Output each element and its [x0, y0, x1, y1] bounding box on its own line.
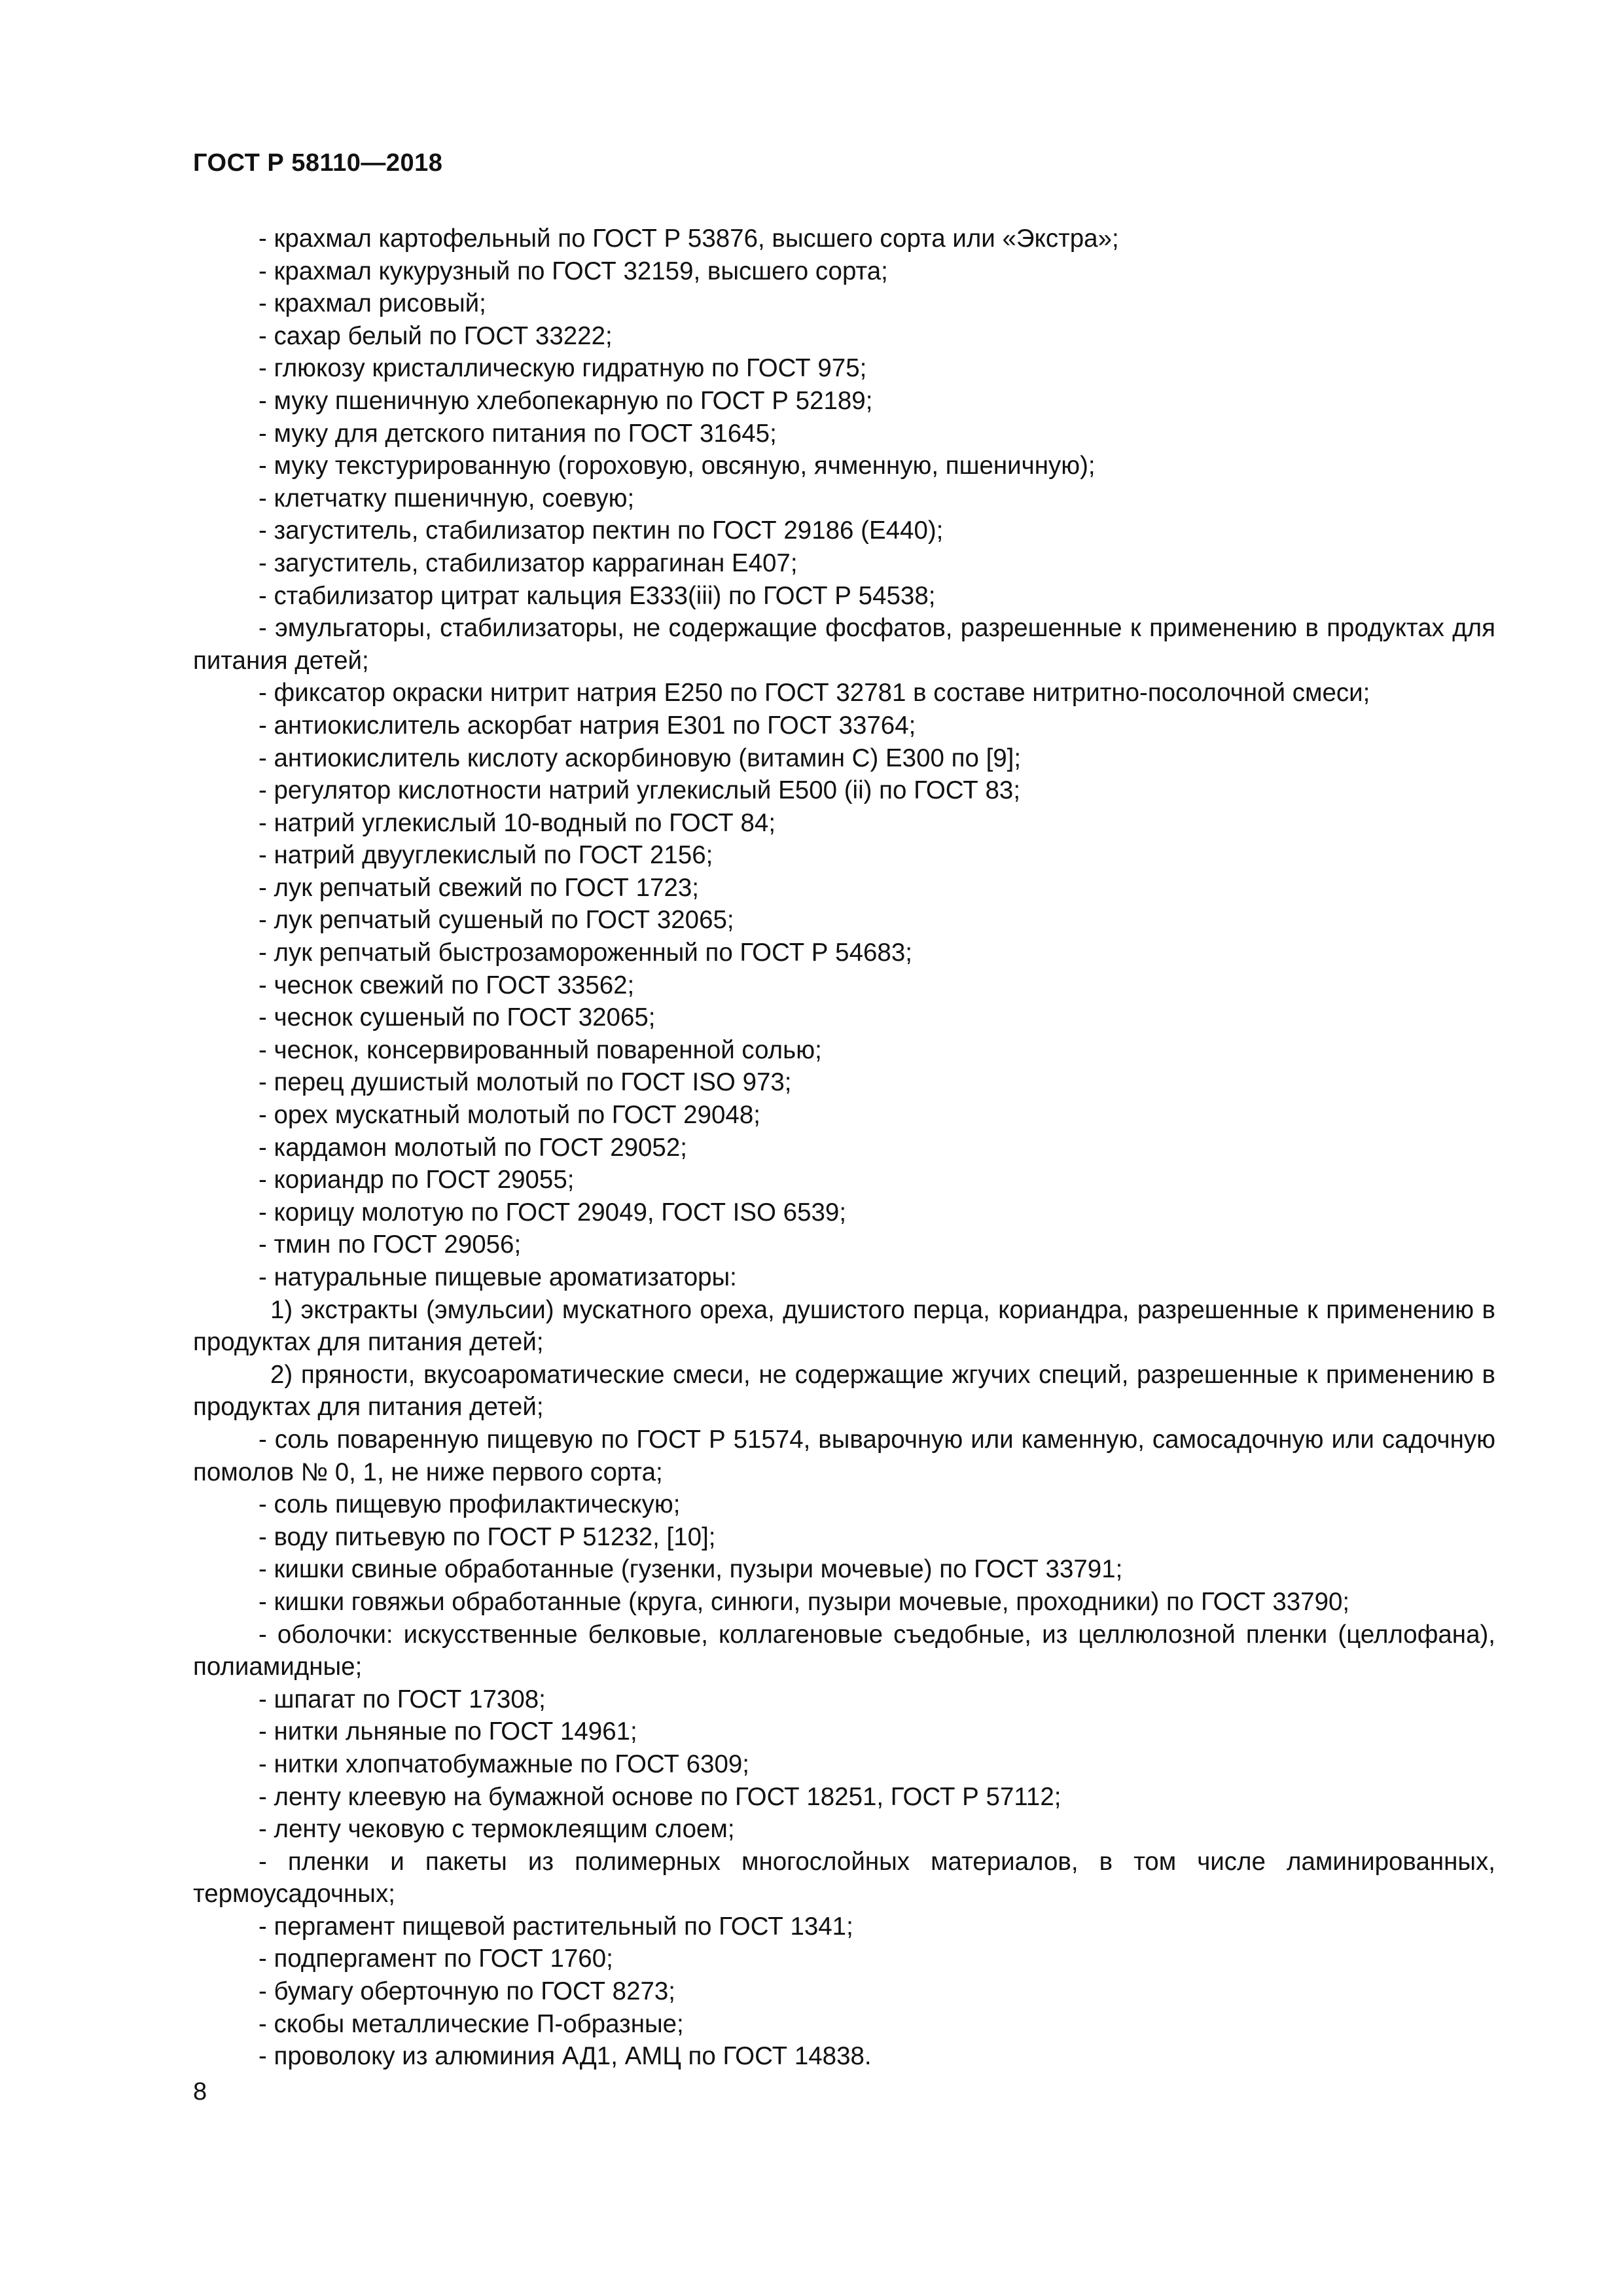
list-item: - фиксатор окраски нитрит натрия Е250 по ГОСТ 32781 в составе нитритно-посолочной смеси; — [259, 679, 1370, 708]
list-item: - перец душистый молотый по ГОСТ ISO 973; — [259, 1068, 792, 1097]
list-item: - кардамон молотый по ГОСТ 29052; — [259, 1133, 687, 1162]
list-item: - загуститель, стабилизатор пектин по ГОСТ 29186 (Е440); — [259, 516, 944, 545]
document-header: ГОСТ Р 58110—2018 — [193, 149, 443, 177]
list-item: - натрий двууглекислый по ГОСТ 2156; — [259, 841, 713, 870]
list-item: - клетчатку пшеничную, соевую; — [259, 484, 635, 512]
list-item: - шпагат по ГОСТ 17308; — [259, 1685, 546, 1713]
list-item: - корицу молотую по ГОСТ 29049, ГОСТ ISO 6539; — [259, 1198, 847, 1227]
list-item: - крахмал рисовый; — [259, 289, 486, 318]
list-item: - ленту чековую с термоклеящим слоем; — [259, 1815, 735, 1844]
list-item: - орех мускатный молотый по ГОСТ 29048; — [259, 1101, 760, 1130]
list-item: - чеснок свежий по ГОСТ 33562; — [259, 971, 635, 999]
list-item: - кориандр по ГОСТ 29055; — [259, 1166, 575, 1194]
list-item: - бумагу оберточную по ГОСТ 8273; — [259, 1977, 675, 2006]
list-item: - стабилизатор цитрат кальция Е333(iii) по ГОСТ Р 54538; — [259, 581, 936, 610]
list-item: - лук репчатый сушеный по ГОСТ 32065; — [259, 906, 734, 935]
list-item: - эмульгаторы, стабилизаторы, не содержащие фосфатов, разрешенные к применению в продуктах для питания детей; — [193, 614, 1495, 675]
list-item: - антиокислитель аскорбат натрия Е301 по ГОСТ 33764; — [259, 711, 916, 740]
list-item: - загуститель, стабилизатор каррагинан Е407; — [259, 548, 798, 577]
list-item: - пленки и пакеты из полимерных многослойных материалов, в том числе ламинированных, термоусадочных; — [193, 1847, 1495, 1909]
list-item: - скобы металлические П-образные; — [259, 2009, 684, 2038]
list-item: - чеснок сушеный по ГОСТ 32065; — [259, 1003, 656, 1032]
list-item: - сахар белый по ГОСТ 33222; — [259, 321, 613, 350]
list-item: - тмин по ГОСТ 29056; — [259, 1230, 522, 1259]
numbered-subitem: 1) экстракты (эмульсии) мускатного ореха, душистого перца, кориандра, разрешенные к применению в продуктах для питания детей; — [193, 1295, 1495, 1357]
list-item: - оболочки: искусственные белковые, коллагеновые съедобные, из целлюлозной пленки (целлофана), полиамидные; — [193, 1620, 1495, 1681]
list-item: - соль пищевую профилактическую; — [259, 1490, 681, 1519]
list-item: - пергамент пищевой растительный по ГОСТ 1341; — [259, 1912, 853, 1941]
list-item: - лук репчатый свежий по ГОСТ 1723; — [259, 873, 699, 902]
numbered-subitem: 2) пряности, вкусоароматические смеси, не содержащие жгучих специй, разрешенные к применению в продуктах для питания детей; — [193, 1360, 1495, 1422]
list-item: - муку пшеничную хлебопекарную по ГОСТ Р 52189; — [259, 386, 873, 415]
list-item: - кишки говяжьи обработанные (круга, синюги, пузыри мочевые, проходники) по ГОСТ 33790; — [259, 1587, 1350, 1616]
list-item: - соль поваренную пищевую по ГОСТ Р 51574, выварочную или каменную, самосадочную или садочную помолов № 0, 1, не ниже первого сорта; — [193, 1425, 1495, 1486]
list-item: - муку текстурированную (гороховую, овсяную, ячменную, пшеничную); — [259, 452, 1096, 480]
list-item: - натрий углекислый 10-водный по ГОСТ 84; — [259, 808, 776, 837]
list-item: - глюкозу кристаллическую гидратную по ГОСТ 975; — [259, 354, 867, 383]
list-item: - крахмал картофельный по ГОСТ Р 53876, высшего сорта или «Экстра»; — [259, 224, 1119, 253]
list-item: - проволоку из алюминия АД1, АМЦ по ГОСТ 14838. — [259, 2042, 872, 2071]
list-item: - подпергамент по ГОСТ 1760; — [259, 1945, 613, 1973]
list-item: - лук репчатый быстрозамороженный по ГОСТ Р 54683; — [259, 939, 912, 967]
list-item: - регулятор кислотности натрий углекислый Е500 (ii) по ГОСТ 83; — [259, 776, 1021, 805]
list-item: - нитки хлопчатобумажные по ГОСТ 6309; — [259, 1749, 749, 1778]
list-item: - антиокислитель кислоту аскорбиновую (витамин С) Е300 по [9]; — [259, 744, 1022, 772]
list-item: - воду питьевую по ГОСТ Р 51232, [10]; — [259, 1522, 716, 1551]
list-item: - крахмал кукурузный по ГОСТ 32159, высшего сорта; — [259, 257, 888, 285]
list-item: - нитки льняные по ГОСТ 14961; — [259, 1717, 637, 1746]
list-item: - натуральные пищевые ароматизаторы: — [259, 1263, 737, 1291]
list-item: - ленту клеевую на бумажной основе по ГОСТ 18251, ГОСТ Р 57112; — [259, 1782, 1061, 1811]
document-body — [193, 223, 1495, 2073]
list-item: - муку для детского питания по ГОСТ 31645; — [259, 419, 777, 448]
list-item: - кишки свиные обработанные (гузенки, пузыри мочевые) по ГОСТ 33791; — [259, 1555, 1123, 1584]
list-item: - чеснок, консервированный поваренной солью; — [259, 1035, 822, 1064]
page-number: 8 — [193, 2078, 207, 2106]
